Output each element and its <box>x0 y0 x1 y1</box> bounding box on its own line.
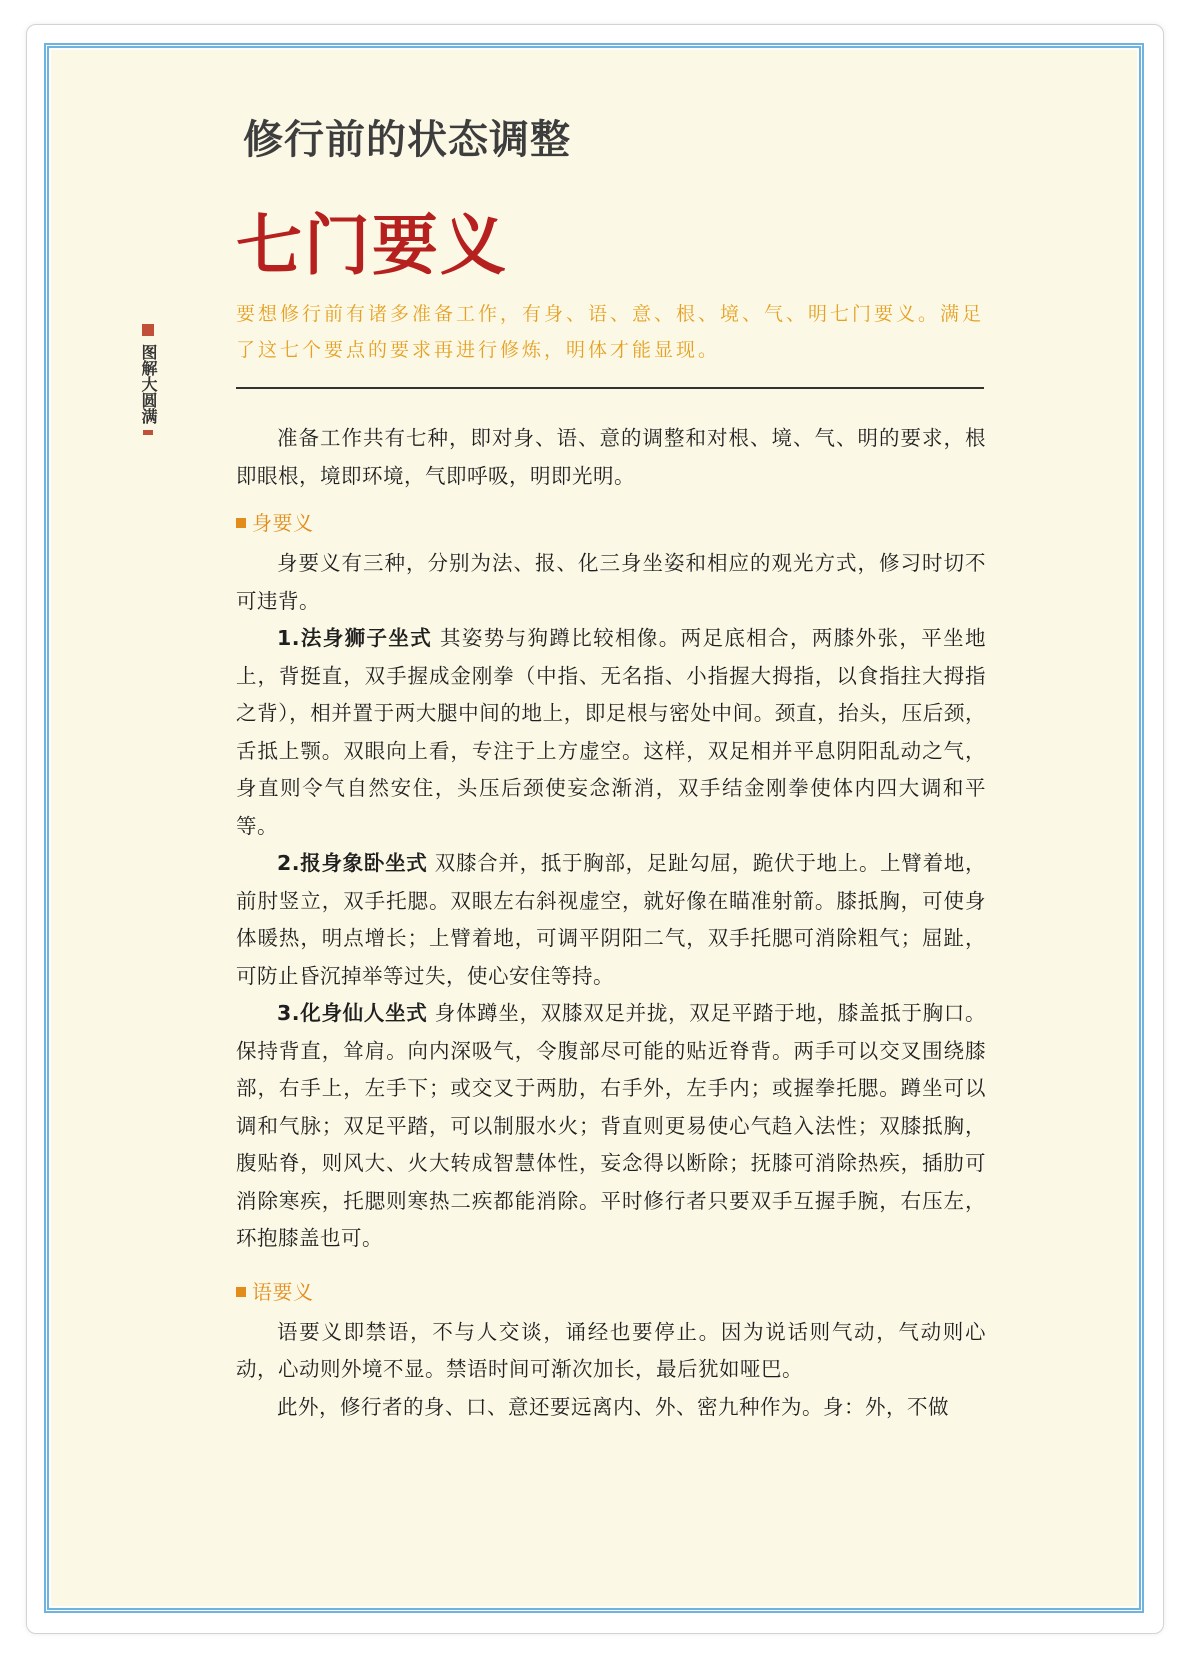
paragraph-speech-2: 此外，修行者的身、口、意还要远离内、外、密九种作为。身：外，不做 <box>277 1394 949 1419</box>
heading-bullet-icon <box>236 518 246 528</box>
paragraph-body-intro: 身要义有三种，分别为法、报、化三身坐姿和相应的观光方式，修习时切不可违背。 <box>236 551 986 613</box>
side-tab-label: 图解大圆满 <box>139 344 158 424</box>
side-tab-mark-bottom <box>143 430 153 435</box>
paragraph-overview: 准备工作共有七种，即对身、语、意的调整和对根、境、气、明的要求，根即眼根，境即环境，气即呼吸，明即光明。 <box>236 426 986 488</box>
heading-body-essentials <box>236 507 986 539</box>
paragraph-posture-1 <box>236 620 986 845</box>
paragraph-posture-3 <box>236 995 986 1258</box>
side-tab-mark-top <box>142 324 154 336</box>
side-tab <box>138 324 158 443</box>
paragraph-posture-2 <box>236 845 986 995</box>
heading-bullet-icon <box>236 1287 246 1297</box>
heading-label: 身要义 <box>252 511 314 535</box>
posture-2-label: 2.报身象卧坐式 <box>277 851 428 875</box>
posture-2-text: 双膝合并，抵于胸部，足趾勾屈，跪伏于地上。上臂着地，前肘竖立，双手托腮。双眼左右斜视虚空，就好像在瞄准射箭。膝抵胸，可使身体暖热，明点增长；上臂着地，可调平阴阳二气，双手托腮可消除粗气；屈趾，可防止昏沉掉举等过失，使心安住等持。 <box>236 851 986 988</box>
body-content <box>236 420 986 1426</box>
intro-text: 要想修行前有诸多准备工作，有身、语、意、根、境、气、明七门要义。满足了这七个要点的要求再进行修炼，明体才能显现。 <box>236 303 985 361</box>
posture-1-label: 1.法身狮子坐式 <box>277 626 433 650</box>
posture-3-label: 3.化身仙人坐式 <box>277 1001 428 1025</box>
divider-rule <box>236 387 984 389</box>
heading-label: 语要义 <box>252 1279 314 1304</box>
section-kicker: 修行前的状态调整 <box>243 117 571 163</box>
heading-speech-essentials <box>236 1276 986 1308</box>
posture-1-text: 其姿势与狗蹲比较相像。两足底相合，两膝外张，平坐地上，背挺直，双手握成金刚拳（中指、无名指、小指握大拇指，以食指拄大拇指之背），相并置于两大腿中间的地上，即足根与密处中间。颈直，抬头，压后颈，舌抵上颚。双眼向上看，专注于上方虚空。这样，双足相并平息阴阳乱动之气，身直则令气自然安住，头压后颈使妄念渐消，双手结金刚拳使体内四大调和平等。 <box>236 626 986 838</box>
page-title: 七门要义 <box>236 206 508 284</box>
paragraph-speech-1: 语要义即禁语，不与人交谈，诵经也要停止。因为说话则气动，气动则心动，心动则外境不显。禁语时间可渐次加长，最后犹如哑巴。 <box>236 1319 986 1381</box>
posture-3-text: 身体蹲坐，双膝双足并拢，双足平踏于地，膝盖抵于胸口。保持背直，耸肩。向内深吸气，令腹部尽可能的贴近脊背。两手可以交叉围绕膝部，右手上，左手下；或交叉于两肋，右手外，左手内；或握拳托腮。蹲坐可以调和气脉；双足平踏，可以制服水火；背直则更易使心气趋入法性；双膝抵胸，腹贴脊，则风大、火大转成智慧体性，妄念得以断除；抚膝可消除热疾，插肋可消除寒疾，托腮则寒热二疾都能消除。平时修行者只要双手互握手腕，右压左，环抱膝盖也可。 <box>236 1001 986 1250</box>
